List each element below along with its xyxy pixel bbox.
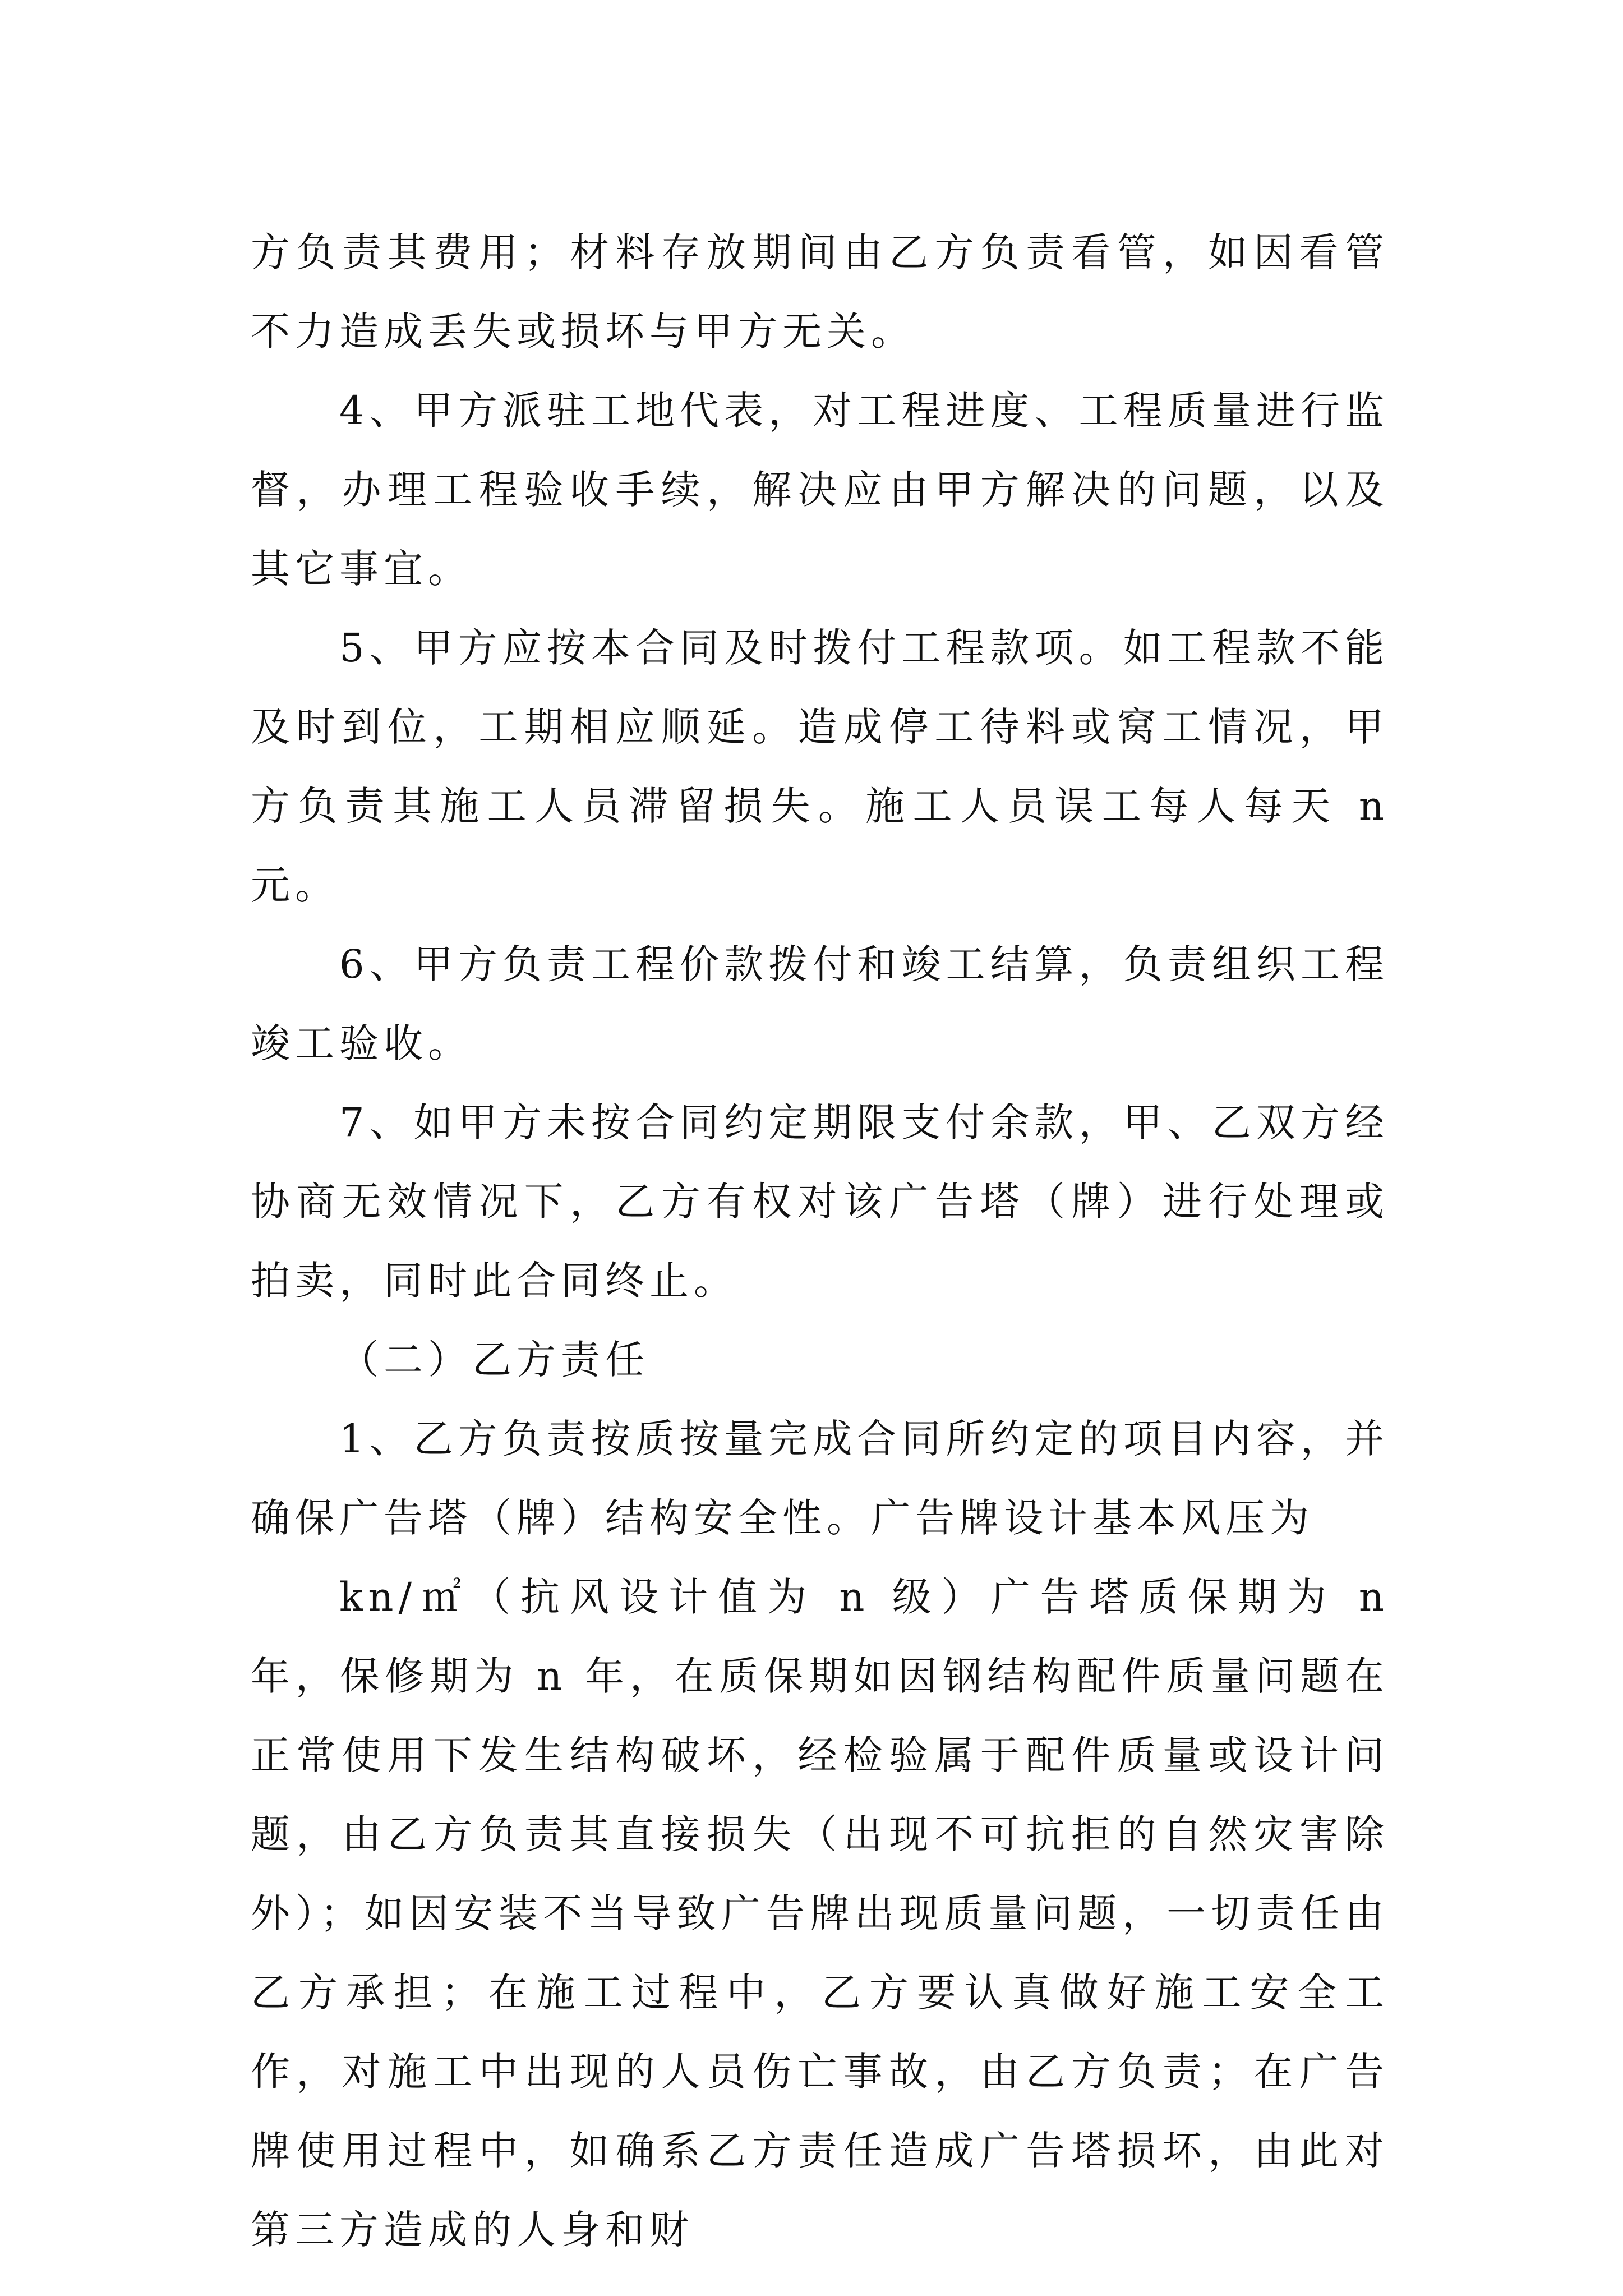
paragraph-continuation: 方负责其费用；材料存放期间由乙方负责看管，如因看管不力造成丢失或损坏与甲方无关。 xyxy=(251,229,1389,355)
section-heading: （二）乙方责任 xyxy=(339,1337,649,1383)
paragraph-item-6: 6、甲方负责工程价款拨付和竣工结算，负责组织工程竣工验收。 xyxy=(251,941,1389,1066)
paragraph-item-7: 7、如甲方未按合同约定期限支付余款，甲、乙双方经协商无效情况下，乙方有权对该广告塔（牌）进行处理或拍卖，同时此合同终止。 xyxy=(251,1099,1389,1304)
paragraph-item-5: 5、甲方应按本合同及时拨付工程款项。如工程款不能及时到位，工期相应顺延。造成停工待料或窝工情况，甲方负责其施工人员滞留损失。施工人员误工每人每天 n 元。 xyxy=(251,625,1389,908)
paragraph-party-b-item-1-continued: kn/㎡（抗风设计值为 n 级）广告塔质保期为 n 年，保修期为 n 年，在质保期如因钢结构配件质量问题在正常使用下发生结构破坏，经检验属于配件质量或设计问题，由乙方负责其直接损失（出现不可抗拒的自然灾害除外）；如因安装不当导致广告牌出现质量问题，一切责任由乙方承担；在施工过程中，乙方要认真做好施工安全工作，对施工中出现的人员伤亡事故，由乙方负责；在广告牌使用过程中，如确系乙方责任造成广告塔损坏，由此对第三方造成的人身和财 xyxy=(251,1574,1389,2253)
paragraph-party-b-item-1: 1、乙方负责按质按量完成合同所约定的项目内容，并确保广告塔（牌）结构安全性。广告牌设计基本风压为 xyxy=(251,1416,1389,1541)
document-body xyxy=(251,213,1389,2270)
paragraph-item-4: 4、甲方派驻工地代表，对工程进度、工程质量进行监督，办理工程验收手续，解决应由甲方解决的问题，以及其它事宜。 xyxy=(251,388,1389,592)
